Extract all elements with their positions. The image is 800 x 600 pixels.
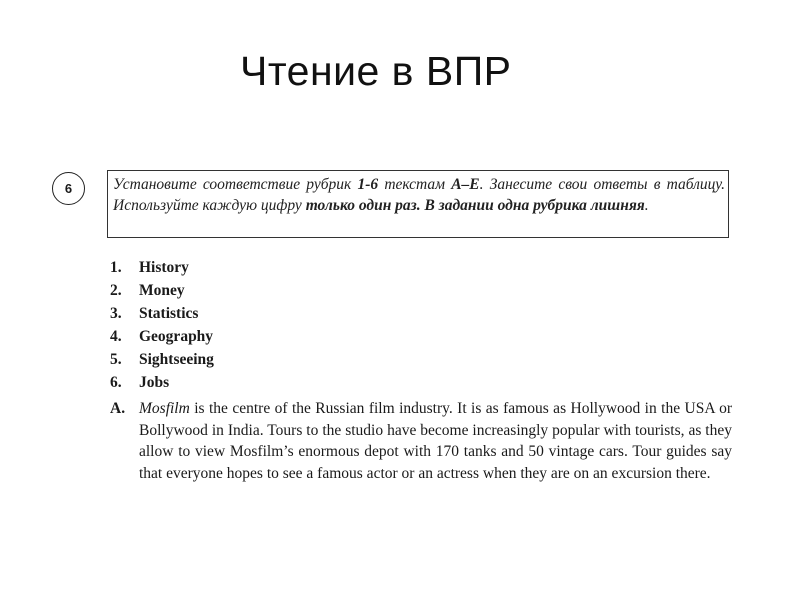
instruction-letters: А–Е [451,176,480,193]
rubric-number: 1. [110,259,122,276]
rubric-item [110,256,214,279]
rubric-label: Geography [139,328,214,345]
text-lead-word: Mosfilm [139,400,190,417]
rubric-label: Jobs [139,374,170,391]
instruction-range: 1-6 [357,176,379,193]
text-a [110,398,732,484]
text-paragraph: is the centre of the Russian film industry. It is as famous as Hollywood in the USA or Bollywood in India. Tours to the studio have become increasingly popular with tourists, as they allow to view Mosfilm’s enormous depot with 170 tanks and 50 vintage cars. Tour guides say that everyone hopes to see a famous actor or an actress when they are on an excursion there. [139,400,732,482]
task-number-badge: 6 [52,172,85,205]
instruction-emphasis: . [416,197,425,214]
rubric-list [110,256,214,394]
instruction-emphasis: В задании одна рубрика лишняя [424,197,645,214]
instruction-text: . [644,197,649,214]
rubric-item [110,302,214,325]
rubric-item [110,371,214,394]
instruction-text: Установите соответствие рубрик [113,176,358,193]
task-instruction-box [107,170,729,238]
rubric-label: Statistics [139,305,199,322]
rubric-item [110,325,214,348]
rubric-label: Sightseeing [139,351,214,368]
rubric-number: 2. [110,282,122,299]
rubric-number: 3. [110,305,122,322]
rubric-item [110,348,214,371]
text-letter: A. [110,400,126,417]
text-body [139,398,732,484]
rubric-number: 4. [110,328,122,345]
rubric-item [110,279,214,302]
rubric-number: 6. [110,374,122,391]
rubric-label: Money [139,282,185,299]
instruction-text: текстам [378,176,452,193]
instruction-emphasis: только один раз [305,197,417,214]
instruction-text: . Занесите свои ответы в таблицу. Используйте каждую цифру [113,176,725,214]
slide-title: Чтение в ВПР [240,48,512,94]
rubric-label: History [139,259,189,276]
rubric-number: 5. [110,351,122,368]
